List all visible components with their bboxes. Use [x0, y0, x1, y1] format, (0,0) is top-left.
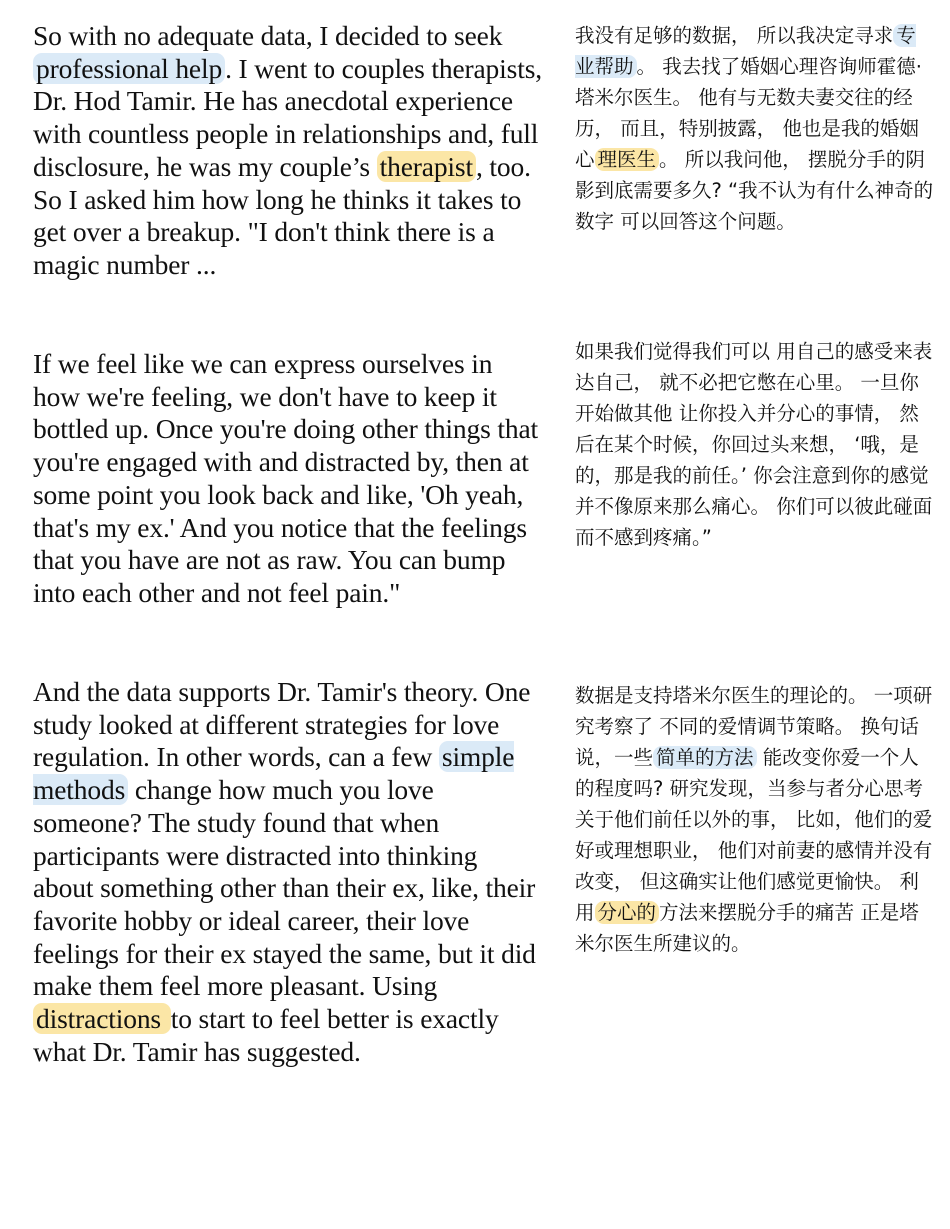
english-text: So with no adequate data, I decided to seek — [33, 20, 503, 51]
highlight-zh-simple-methods[interactable]: 简单的方法 — [653, 746, 757, 769]
highlight-zh-professional-help[interactable]: 专业帮助 — [575, 24, 916, 78]
chinese-paragraph-3 — [575, 680, 935, 959]
english-text: change how much you love someone? The study found that when participants were distracted into thinking about something other than their ex, like, their favorite hobby or ideal career, their love feelings for their ex stayed the same, but it did make them feel more pleasant. Using — [33, 774, 536, 1002]
english-paragraph-3 — [33, 676, 543, 1068]
english-text: to start to feel better is exactly what Dr. Tamir has suggested. — [33, 1003, 499, 1067]
chinese-text: 我没有足够的数据， 所以我决定寻求 — [575, 24, 894, 47]
highlight-zh-distractions[interactable]: 分心的 — [595, 901, 660, 924]
english-paragraph-2 — [33, 348, 543, 610]
highlight-zh-therapist[interactable]: 理医生 — [595, 148, 660, 171]
chinese-paragraph-1 — [575, 20, 935, 237]
chinese-text: 如果我们觉得我们可以 用自己的感受来表达自己， 就不必把它憋在心里。 一旦你开始做其他 让你投入并分心的事情， 然后在某个时候，你回过头来想， ‘哦，是的，那是我的前任。’ 你会注意到你的感觉 并不像原来那么痛心。 你们可以彼此碰面而不感到疼痛。” — [575, 340, 933, 549]
chinese-text: 。 所以我问他， 摆脱分手的阴影到底需要多久? “我不认为有什么神奇的数字 可以回答这个问题。 — [575, 148, 934, 233]
english-text: And the data supports Dr. Tamir's theory. One study looked at different strategies for love regulation. In other words, can a few — [33, 676, 531, 773]
english-text: If we feel like we can express ourselves in how we're feeling, we don't have to keep it bottled up. Once you're doing other things that you're engaged with and distracted by, then at some point you look back and like, 'Oh yeah, that's my ex.' And you notice that the feelings that you have are not as raw. You can bump into each other and not feel pain." — [33, 348, 539, 608]
chinese-text: 数据是支持塔米尔医生的理论的。 一项研究考察了 不同的爱情调节策略。 换句话说，一些 — [575, 684, 933, 769]
highlight-distractions[interactable]: distractions — [33, 1003, 171, 1034]
chinese-text: 能改变你爱一个人的程度吗? 研究发现，当参与者分心思考 关于他们前任以外的事， 比如，他们的爱好或理想职业， 他们对前妻的感情并没有改变， 但这确实让他们感觉更愉快。 利用 — [575, 746, 933, 924]
english-text: . I went to couples therapists, Dr. Hod Tamir. He has anecdotal experience with countless people in relationships and, full disclosure, he was my couple’s — [33, 52, 542, 182]
chinese-paragraph-2 — [575, 336, 935, 553]
english-text: , too. So I asked him how long he thinks it takes to get over a breakup. "I don't think there is a magic number ... — [33, 150, 531, 280]
highlight-therapist[interactable]: therapist — [377, 151, 476, 182]
chinese-text: 方法来摆脱分手的痛苦 正是塔米尔医生所建议的。 — [575, 901, 919, 955]
english-paragraph-1 — [33, 20, 543, 282]
highlight-professional-help[interactable]: professional help — [33, 53, 225, 84]
highlight-simple-methods[interactable]: simple methods — [33, 741, 515, 806]
chinese-text: 。 我去找了婚姻心理咨询师霍德·塔米尔医生。 他有与无数夫妻交往的经历， 而且，特别披露， 他也是我的婚姻心 — [575, 55, 922, 171]
